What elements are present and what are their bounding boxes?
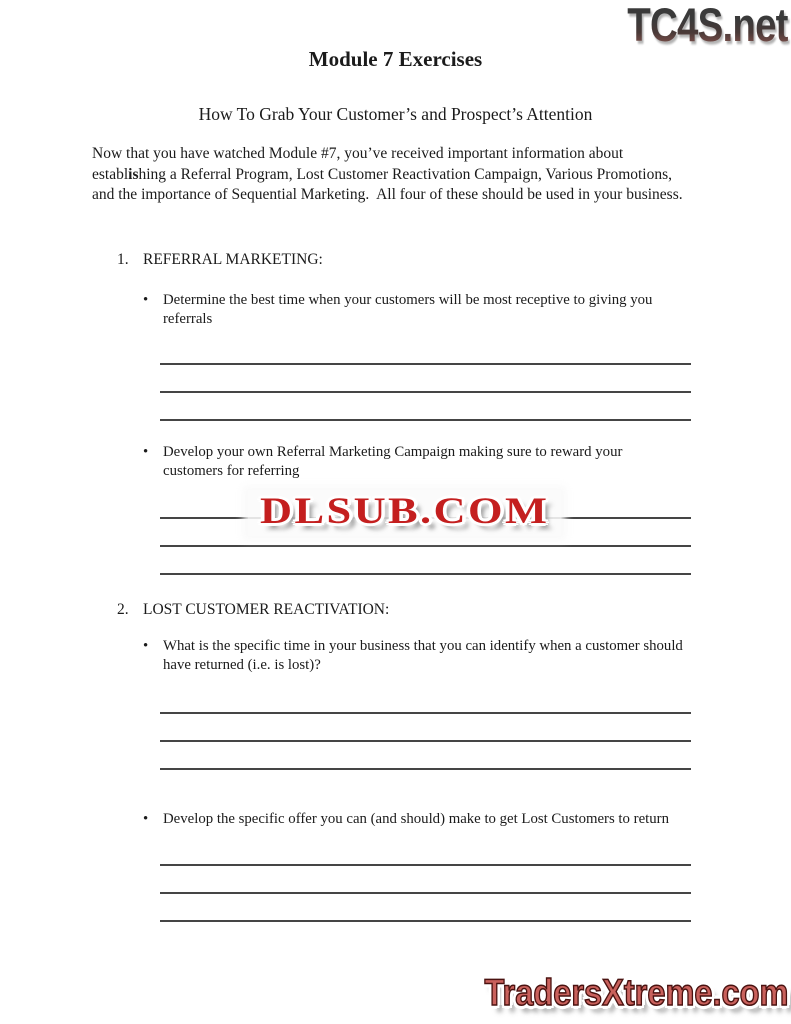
tradersxtreme-watermark: TradersXtreme.com <box>484 972 789 1013</box>
answer-line <box>160 740 691 742</box>
bullet-marker: • <box>143 443 149 460</box>
bullet-marker: • <box>143 810 149 827</box>
answer-line <box>160 768 691 770</box>
answer-line <box>160 920 691 922</box>
intro-text-bold: is <box>128 165 139 183</box>
page-subtitle: How To Grab Your Customer’s and Prospect’s Attention <box>198 104 593 124</box>
list-item <box>0 443 791 481</box>
section-2-heading <box>0 600 791 620</box>
bullet-text: Develop your own Referral Marketing Campaign making sure to reward your customers for referring <box>163 443 627 479</box>
bullet-text: What is the specific time in your business that you can identify when a customer should have returned (i.e. is lost)? <box>163 637 687 673</box>
list-item <box>0 810 791 829</box>
answer-line <box>160 573 691 575</box>
bullet-text: Determine the best time when your customers will be most receptive to giving you referrals <box>163 291 657 327</box>
answer-line <box>160 391 691 393</box>
answer-line <box>160 892 691 894</box>
answer-lines-group <box>160 712 691 770</box>
section-1-title: REFERRAL MARKETING: <box>143 250 323 268</box>
section-2-title: LOST CUSTOMER REACTIVATION: <box>143 600 390 618</box>
tc4s-watermark: TC4S.net <box>627 0 788 51</box>
list-item <box>0 637 791 675</box>
answer-line <box>160 363 691 365</box>
section-1-heading <box>0 250 791 270</box>
answer-line <box>160 712 691 714</box>
section-2-number: 2. <box>117 600 129 618</box>
answer-line <box>160 545 691 547</box>
intro-paragraph <box>92 144 684 206</box>
bullet-marker: • <box>143 637 149 654</box>
page-title: Module 7 Exercises <box>308 47 483 71</box>
intro-text-2: hing a Referral Program, Lost Customer Reactivation Campaign, Various Promotions, and the importance of Sequential Marketing. All four of these should be used in your business. <box>92 165 683 203</box>
bullet-marker: • <box>143 291 149 308</box>
list-item <box>0 291 791 329</box>
answer-line <box>160 419 691 421</box>
answer-lines-group <box>160 363 691 421</box>
intro-text-1: Now that you have watched Module #7, you’ve received important information about establ <box>92 145 628 183</box>
section-1-number: 1. <box>117 250 129 268</box>
answer-lines-group <box>160 864 691 922</box>
dlsub-watermark: DLSUB.COM <box>248 490 561 536</box>
answer-line <box>160 864 691 866</box>
bullet-text: Develop the specific offer you can (and should) make to get Lost Customers to return <box>163 810 669 827</box>
